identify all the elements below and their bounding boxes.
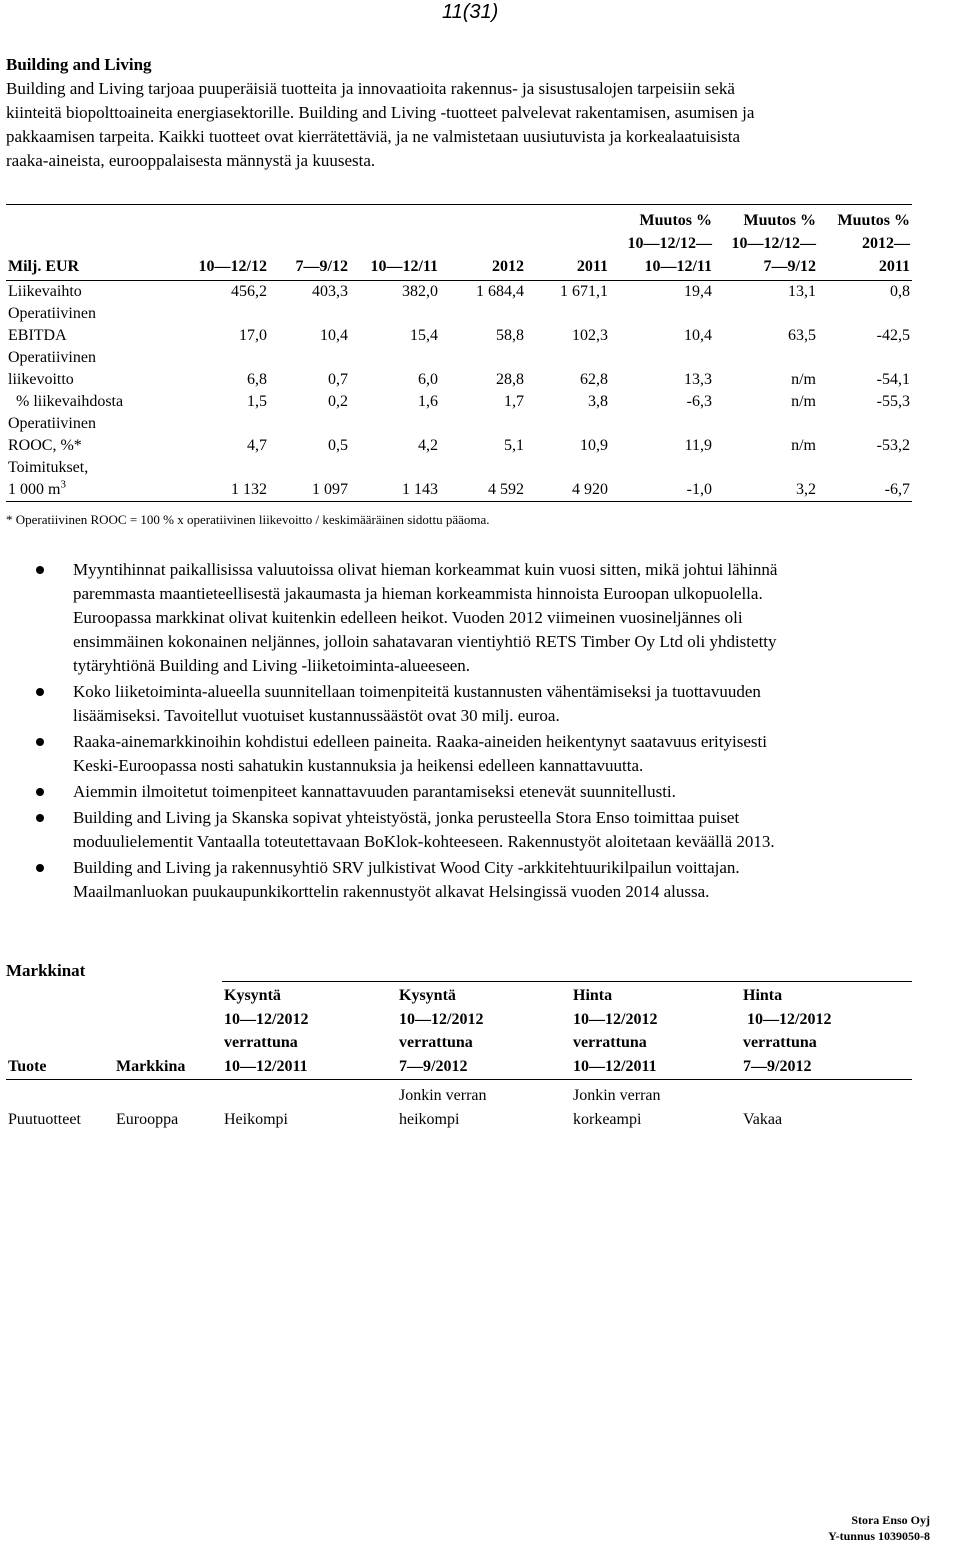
row-label (6, 281, 184, 304)
col-header: 2012 (492, 258, 524, 275)
markets-table (6, 978, 912, 1132)
col-header (397, 978, 571, 1080)
cell-value: 10,4 (320, 327, 348, 344)
bullet-line: paremmasta maantieteellisestä jakaumasta ja hieman korkeammista hinnoista Euroopan ulkopuolella. (73, 584, 763, 603)
row-label-line: Operatiivinen (8, 415, 96, 432)
cell-line: korkeampi (573, 1111, 642, 1128)
header-line: verrattuna (573, 1034, 647, 1051)
header-line: 10—12/2011 (573, 1057, 657, 1075)
table-footnote: * Operatiivinen ROOC = 100 % x operatiivinen liikevoitto / keskimääräinen sidottu pääoma. (6, 512, 490, 527)
cell-value: -54,1 (876, 371, 910, 388)
cell-value: 15,4 (410, 327, 438, 344)
cell-value: 58,8 (496, 327, 524, 344)
cell-value: 4 592 (488, 481, 524, 498)
col-header (571, 978, 741, 1080)
col-header-unit: Milj. EUR (8, 258, 80, 275)
col-header: 10—12/12 (198, 258, 267, 275)
cell-value: 11,9 (684, 437, 712, 454)
row-label-line: % liikevaihdosta (8, 393, 124, 410)
row-label-line: Operatiivinen (8, 349, 96, 366)
row-label-line (8, 435, 182, 457)
company-name: Stora Enso Oyj (851, 1513, 930, 1527)
cell-value: 10,9 (580, 437, 608, 454)
cell-line: heikompi (399, 1111, 460, 1128)
table-row (6, 413, 912, 457)
header-line: 10—12/2012 (743, 1010, 832, 1028)
bullet-line: Building and Living ja Skanska sopivat yhteistyöstä, jonka perusteella Stora Enso toimittaa puiset (73, 808, 740, 827)
cell-value: n/m (791, 371, 816, 388)
header-line: Hinta (573, 987, 613, 1004)
bullet-line: Aiemmin ilmoitetut toimenpiteet kannattavuuden parantamiseksi etenevät suunnitellusti. (73, 782, 676, 801)
bullet-icon (36, 566, 44, 574)
bullet-icon (36, 738, 44, 746)
cell-value (222, 1080, 397, 1133)
bullet-item (0, 680, 960, 728)
cell-value: 6,0 (418, 371, 438, 388)
bullet-icon (36, 864, 44, 872)
company-id: Y-tunnus 1039050-8 (828, 1529, 930, 1543)
markets-header-row (6, 978, 912, 1080)
cell-value: n/m (791, 437, 816, 454)
row-label (6, 347, 184, 391)
cell-value: 456,2 (231, 283, 267, 300)
header-line: 10—12/2012 (224, 1010, 309, 1028)
header-line: Muutos % (743, 212, 816, 229)
cell-value: 0,2 (328, 393, 348, 410)
table-row (6, 457, 912, 502)
row-label (6, 413, 184, 457)
bullet-icon (36, 814, 44, 822)
markets-row (6, 1080, 912, 1133)
col-header-change (818, 205, 912, 281)
cell-value (741, 1080, 912, 1133)
bullet-line: Raaka-ainemarkkinoihin kohdistui edelleen paineita. Raaka-aineiden heikentynyt saatavuus erityisesti (73, 732, 767, 751)
bullet-line: Keski-Euroopassa nosti sahatukin kustannuksia ja heikensi edelleen kannattavuutta. (73, 756, 644, 775)
cell-value: 4 920 (572, 481, 608, 498)
header-line: Muutos % (837, 212, 910, 229)
cell-value: 1 684,4 (476, 283, 524, 300)
bullet-icon (36, 788, 44, 796)
cell-value: 10,4 (684, 327, 712, 344)
col-header: Tuote (8, 1057, 47, 1075)
cell-value: 1 143 (402, 481, 438, 498)
cell-value: 19,4 (684, 283, 712, 300)
cell-value: 5,1 (504, 437, 524, 454)
cell-product: Puutuotteet (8, 1111, 81, 1128)
cell-value: 1,7 (504, 393, 524, 410)
header-line: 7—9/2012 (399, 1057, 468, 1075)
header-line: Kysyntä (399, 987, 456, 1004)
bullet-item (0, 780, 960, 804)
col-header: 2011 (576, 258, 608, 275)
cell-line: Heikompi (224, 1111, 288, 1128)
cell-value: 403,3 (312, 283, 348, 300)
bullet-item (0, 856, 960, 904)
header-line: verrattuna (224, 1034, 298, 1051)
cell-line (224, 1084, 395, 1108)
cell-value: 13,3 (684, 371, 712, 388)
cell-value: 62,8 (580, 371, 608, 388)
row-label-line: Operatiivinen (8, 305, 96, 322)
cell-value: 102,3 (572, 327, 608, 344)
cell-market: Eurooppa (116, 1111, 179, 1128)
row-label-line (8, 479, 182, 501)
bullet-line: Building and Living ja rakennusyhtiö SRV julkistivat Wood City -arkkitehtuurikilpailun voittajan. (73, 858, 740, 877)
cell-value: -6,3 (686, 393, 712, 410)
header-line: 7—9/12 (763, 258, 816, 275)
row-label-text: 1 000 m (8, 481, 61, 498)
bullet-line: Maailmanluokan puukaupunkikorttelin rakennustyöt alkavat Helsingissä vuoden 2014 alussa. (73, 882, 710, 901)
cell-value: 3,2 (796, 481, 816, 498)
header-line: 10—12/12— (627, 235, 712, 252)
col-header: 7—9/12 (295, 258, 348, 275)
section-title: Building and Living (6, 55, 152, 74)
company-info (828, 1512, 930, 1544)
intro-paragraph (6, 77, 954, 173)
cell-value: 63,5 (788, 327, 816, 344)
intro-line: raaka-aineista, eurooppalaisesta männystä ja kuusesta. (6, 151, 376, 170)
header-line: 2012— (862, 235, 910, 252)
header-line: verrattuna (399, 1034, 473, 1051)
row-label-line: Liikevaihto (8, 283, 82, 300)
cell-value: 1,5 (247, 393, 267, 410)
cell-value: 1 132 (231, 481, 267, 498)
bullet-icon (36, 688, 44, 696)
header-line: 10—12/12— (731, 235, 816, 252)
table-row (6, 281, 912, 304)
header-line: 10—12/2012 (399, 1010, 484, 1028)
col-header (222, 978, 397, 1080)
bullet-item (0, 806, 960, 854)
table-row (6, 391, 912, 413)
cell-value: 4,7 (247, 437, 267, 454)
row-label (6, 391, 184, 413)
cell-value: 0,7 (328, 371, 348, 388)
cell-value (571, 1080, 741, 1133)
cell-value: 28,8 (496, 371, 524, 388)
intro-line: pakkaamisen tarpeita. Kaikki tuotteet ovat kierrätettäviä, ja ne valmistetaan uusiutuvista ja korkealaatuisista (6, 127, 741, 146)
cell-value: 17,0 (239, 327, 267, 344)
col-header: Markkina (116, 1057, 186, 1075)
cell-value: -6,7 (884, 481, 910, 498)
table-header-row (6, 205, 912, 281)
row-label-line: Toimitukset, (8, 459, 89, 476)
bullet-line: tytäryhtiönä Building and Living -liiketoiminta-alueeseen. (73, 656, 471, 675)
cell-value: 382,0 (402, 283, 438, 300)
cell-value: 13,1 (788, 283, 816, 300)
cell-line: Vakaa (743, 1111, 783, 1128)
cell-value: n/m (791, 393, 816, 410)
cell-value: 1,6 (418, 393, 438, 410)
table-row (6, 303, 912, 347)
markets-title: Markkinat (6, 961, 86, 980)
cell-value: 4,2 (418, 437, 438, 454)
intro-line: kiinteitä biopolttoaineita energiasektorille. Building and Living -tuotteet palvelevat rakentamisen, asumisen ja (6, 103, 755, 122)
bullet-line: Euroopassa markkinat olivat kuitenkin edelleen heikot. Vuoden 2012 viimeinen vuosineljännes oli (73, 608, 743, 627)
col-header-change (714, 205, 818, 281)
row-label (6, 457, 184, 502)
cell-value: -42,5 (876, 327, 910, 344)
bullet-line: ensimmäinen kokonainen neljännes, jolloin sahatavaran vientiyhtiö RETS Timber Oy Ltd oli yhdistetty (73, 632, 777, 651)
bullet-line: lisäämiseksi. Tavoitellut vuotuiset kustannussäästöt ovat 30 milj. euroa. (73, 706, 560, 725)
header-line: Muutos % (639, 212, 712, 229)
header-line: verrattuna (743, 1034, 817, 1051)
header-line: Hinta (743, 987, 783, 1004)
cell-value: 1 097 (312, 481, 348, 498)
financial-table (6, 204, 912, 502)
bullet-item (0, 730, 960, 778)
row-label-line (8, 369, 182, 391)
cell-value: -1,0 (686, 481, 712, 498)
unit-superscript: 3 (60, 478, 66, 491)
cell-value: 3,8 (588, 393, 608, 410)
row-label-text: ROOC, %* (8, 437, 82, 454)
cell-line: Jonkin verran (399, 1087, 487, 1104)
bullet-line: Koko liiketoiminta-alueella suunnitellaan toimenpiteitä kustannusten vähentämiseksi ja tuottavuuden (73, 682, 761, 701)
row-label (6, 303, 184, 347)
row-label-text: EBITDA (8, 327, 67, 344)
col-header (741, 978, 912, 1080)
col-header-change (610, 205, 714, 281)
table-row (6, 347, 912, 391)
cell-line (743, 1084, 910, 1108)
header-line: 2011 (878, 258, 910, 275)
cell-value: 6,8 (247, 371, 267, 388)
page-number: 11(31) (442, 1, 499, 23)
header-line: 10—12/2011 (224, 1057, 308, 1075)
cell-value (397, 1080, 571, 1133)
row-label-text: liikevoitto (8, 371, 74, 388)
header-line: 10—12/2012 (573, 1010, 658, 1028)
cell-value: 0,5 (328, 437, 348, 454)
cell-value: -53,2 (876, 437, 910, 454)
header-line: Kysyntä (224, 987, 281, 1004)
header-line: 10—12/11 (644, 258, 712, 275)
cell-value: 1 671,1 (560, 283, 608, 300)
bullet-list (0, 558, 960, 906)
bullet-line: Myyntihinnat paikallisissa valuutoissa olivat hieman korkeammat kuin vuosi sitten, mikä johtui lähinnä (73, 560, 778, 579)
cell-value: 0,8 (890, 283, 910, 300)
intro-line: Building and Living tarjoaa puuperäisiä tuotteita ja innovaatioita rakennus- ja sisustusalojen tarpeisiin sekä (6, 79, 735, 98)
bullet-item (0, 558, 960, 678)
col-header: 10—12/11 (370, 258, 438, 275)
cell-line: Jonkin verran (573, 1087, 661, 1104)
cell-value: -55,3 (876, 393, 910, 410)
row-label-line (8, 325, 182, 347)
bullet-line: moduulielementit Vantaalla toteutettavaan BoKlok-kohteeseen. Rakennustyöt aloitetaan keväällä 2013. (73, 832, 775, 851)
header-line: 7—9/2012 (743, 1057, 812, 1075)
